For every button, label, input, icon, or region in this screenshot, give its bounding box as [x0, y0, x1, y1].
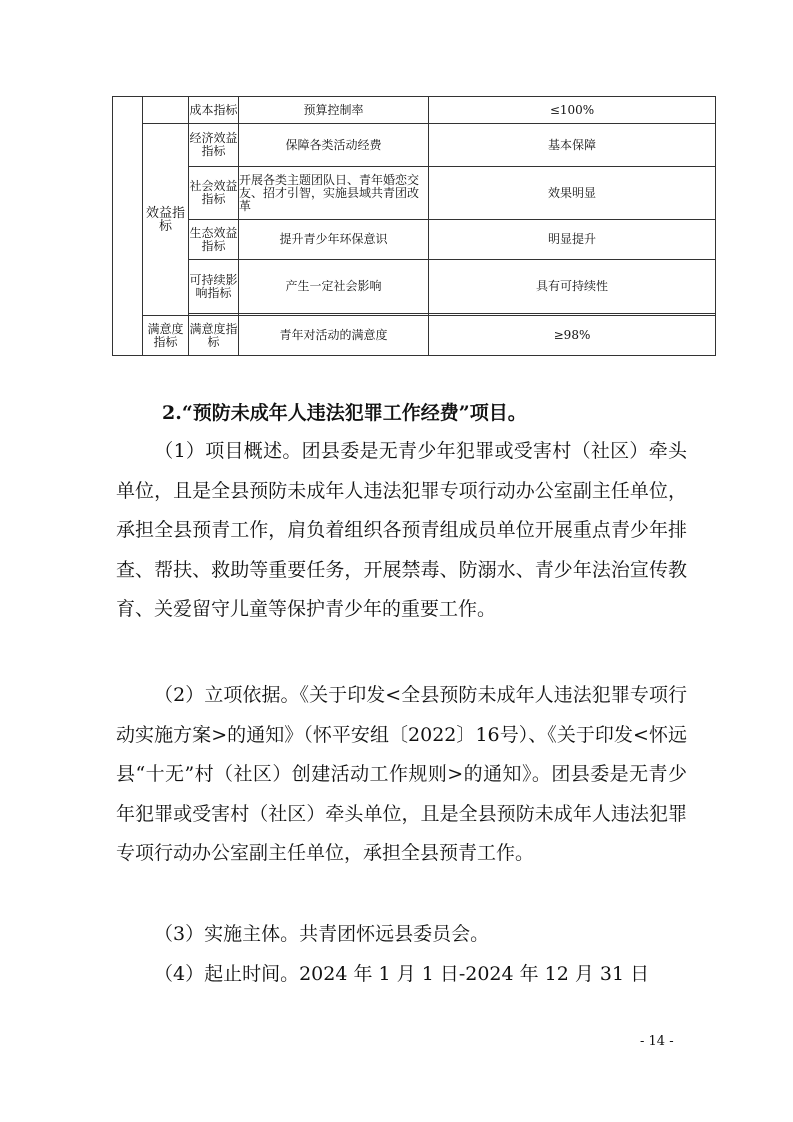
table-row	[113, 97, 716, 124]
table-row	[113, 260, 716, 314]
paragraph-text: （4）起止时间。2024 年 1 月 1 日-2024 年 12 月 31 日	[154, 963, 650, 985]
paragraph-period	[116, 955, 687, 995]
indicator-value: 效果明显	[429, 167, 716, 220]
table-blank-cell	[143, 97, 189, 124]
paragraph-implementer	[116, 915, 687, 955]
indicator-value: ≥98%	[429, 316, 716, 356]
paragraph-text: （2）立项依据。《关于印发<全县预防未成年人违法犯罪专项行动实施方案>的通知》（怀平安组〔2022〕16号）、《关于印发<怀远县“十无”村（社区）创建活动工作规则>的通知》。团县委是无青少年犯罪或受害村（社区）牵头单位，且是全县预防未成年人违法犯罪专项行动办公室副主任单位，承担全县预青工作。	[116, 684, 687, 864]
indicator-value: 明显提升	[429, 220, 716, 260]
indicator-description: 保障各类活动经费	[239, 124, 429, 167]
table-row	[113, 124, 716, 167]
paragraph-text: （1）项目概述。团县委是无青少年犯罪或受害村（社区）牵头单位，且是全县预防未成年人违法犯罪专项行动办公室副主任单位，承担全县预青工作，肩负着组织各预青组成员单位开展重点青少年排查、帮扶、救助等重要任务，开展禁毒、防溺水、青少年法治宣传教育、关爱留守儿童等保护青少年的重要工作。	[116, 440, 687, 620]
table-row	[113, 167, 716, 220]
sub-indicator: 生态效益指标	[189, 220, 239, 260]
indicator-value: 基本保障	[429, 124, 716, 167]
satisfaction-indicator-label: 满意度指标	[143, 316, 189, 356]
paragraph-overview	[116, 432, 687, 630]
performance-indicator-table	[112, 96, 716, 356]
budget-item: 预算控制率	[239, 97, 429, 124]
sub-indicator: 社会效益指标	[189, 167, 239, 220]
cost-indicator-label: 成本指标	[189, 97, 239, 124]
sub-indicator: 可持续影响指标	[189, 260, 239, 314]
indicator-description: 开展各类主题团队日、青年婚恋交友、招才引智，实施县域共青团改革	[239, 167, 429, 220]
indicator-value: 具有可持续性	[429, 260, 716, 314]
section-heading: 2.“预防未成年人违法犯罪工作经费”项目。	[162, 402, 527, 424]
budget-value: ≤100%	[429, 97, 716, 124]
paragraph-basis	[116, 676, 687, 874]
indicator-description: 产生一定社会影响	[239, 260, 429, 314]
paragraph-text: （3）实施主体。共青团怀远县委员会。	[154, 923, 490, 945]
indicator-description: 青年对活动的满意度	[239, 316, 429, 356]
table-row	[113, 220, 716, 260]
table-row	[113, 316, 716, 356]
indicator-description: 提升青少年环保意识	[239, 220, 429, 260]
table-blank-cell	[113, 97, 143, 356]
sub-indicator: 经济效益指标	[189, 124, 239, 167]
sub-indicator: 满意度指标	[189, 316, 239, 356]
benefit-indicator-label: 效益指标	[143, 124, 189, 316]
page-number: - 14 -	[640, 1034, 674, 1049]
